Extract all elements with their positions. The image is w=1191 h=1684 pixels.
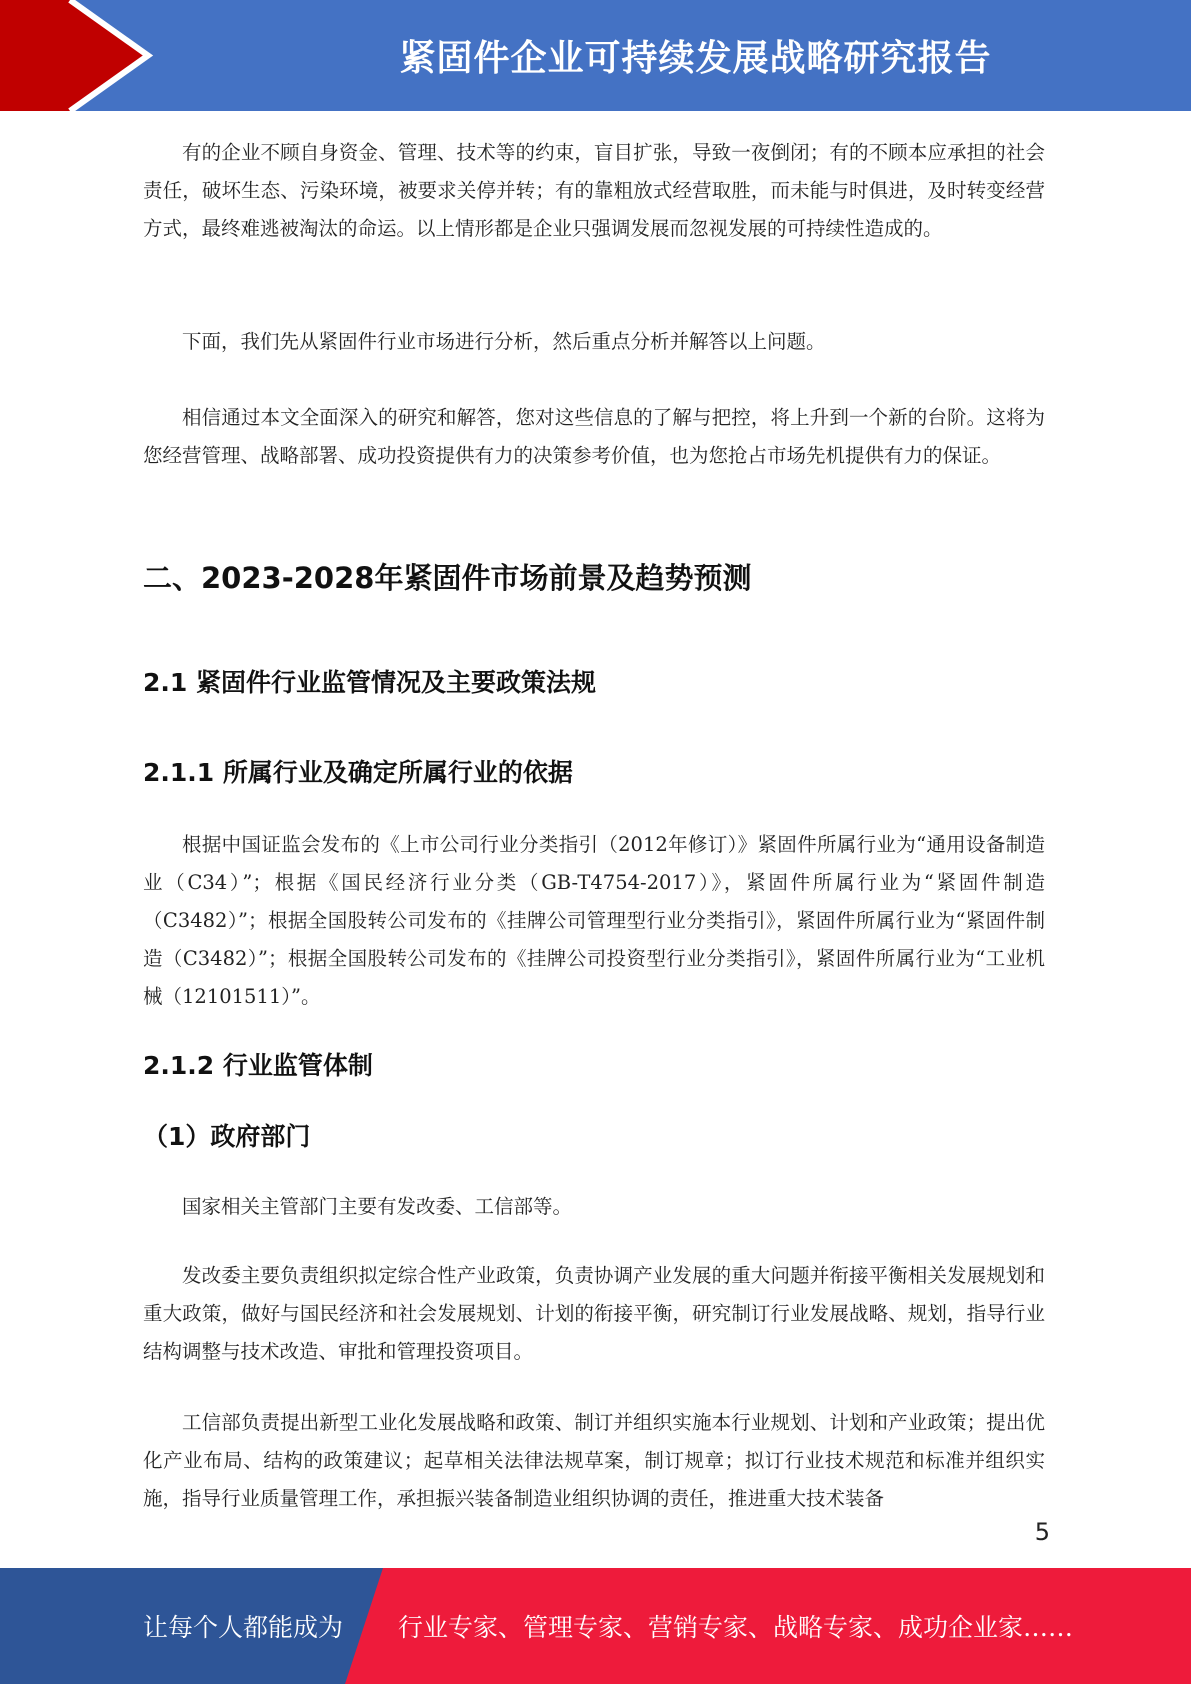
gov-paragraph-3	[143, 1404, 1045, 1518]
paragraph: 根据中国证监会发布的《上市公司行业分类指引（2012年修订）》紧固件所属行业为“通用设备制造业（C34）”；根据《国民经济行业分类（GB-T4754-2017）》，紧固件所属行业为“紧固件制造（C3482）”；根据全国股转公司发布的《挂牌公司管理型行业分类指引》，紧固件所属行业为“紧固件制造（C3482）”；根据全国股转公司发布的《挂牌公司投资型行业分类指引》，紧固件所属行业为“工业机械（12101511）”。	[143, 833, 1045, 1008]
intro-paragraphs	[143, 134, 1045, 248]
page-header	[0, 0, 1191, 111]
industry-basis-paragraph	[143, 826, 1045, 1016]
page-number: 5	[1034, 1518, 1050, 1546]
paragraph: 国家相关主管部门主要有发改委、工信部等。	[182, 1195, 573, 1218]
gov-paragraph-2	[143, 1257, 1045, 1371]
paragraph: 有的企业不顾自身资金、管理、技术等的约束，盲目扩张，导致一夜倒闭；有的不顾本应承担的社会责任，破坏生态、污染环境，被要求关停并转；有的靠粗放式经营取胜，而未能与时俱进，及时转变经营方式，最终难逃被淘汰的命运。以上情形都是企业只强调发展而忽视发展的可持续性造成的。	[143, 141, 1045, 240]
paragraph: 下面，我们先从紧固件行业市场进行分析，然后重点分析并解答以上问题。	[182, 330, 826, 353]
section-heading: 二、2023-2028年紧固件市场前景及趋势预测	[143, 561, 752, 595]
paragraph: 发改委主要负责组织拟定综合性产业政策，负责协调产业发展的重大问题并衔接平衡相关发展规划和重大政策，做好与国民经济和社会发展规划、计划的衔接平衡，研究制订行业发展战略、规划，指导行业结构调整与技术改造、审批和管理投资项目。	[143, 1264, 1045, 1363]
footer-slogan-right: 行业专家、管理专家、营销专家、战略专家、成功企业家……	[398, 1613, 1074, 1642]
subsubsection-heading: 2.1.1 所属行业及确定所属行业的依据	[143, 758, 573, 787]
footer-slogan-left: 让每个人都能成为	[143, 1613, 344, 1642]
paragraph: 工信部负责提出新型工业化发展战略和政策、制订并组织实施本行业规划、计划和产业政策；提出优化产业布局、结构的政策建议；起草相关法律法规草案，制订规章；拟订行业技术规范和标准并组织实施，指导行业质量管理工作，承担振兴装备制造业组织协调的责任，推进重大技术装备	[143, 1411, 1045, 1510]
intro-paragraph-3	[143, 399, 1045, 475]
item-heading: （1）政府部门	[143, 1122, 311, 1151]
subsection-heading: 2.1 紧固件行业监管情况及主要政策法规	[143, 668, 596, 697]
intro-paragraph-2	[143, 323, 1045, 361]
subsubsection-heading: 2.1.2 行业监管体制	[143, 1051, 373, 1080]
page-footer	[0, 1568, 1191, 1684]
paragraph: 相信通过本文全面深入的研究和解答，您对这些信息的了解与把控，将上升到一个新的台阶。这将为您经营管理、战略部署、成功投资提供有力的决策参考价值，也为您抢占市场先机提供有力的保证。	[143, 406, 1045, 467]
report-title: 紧固件企业可持续发展战略研究报告	[399, 38, 992, 79]
gov-paragraph-1	[143, 1188, 1045, 1226]
